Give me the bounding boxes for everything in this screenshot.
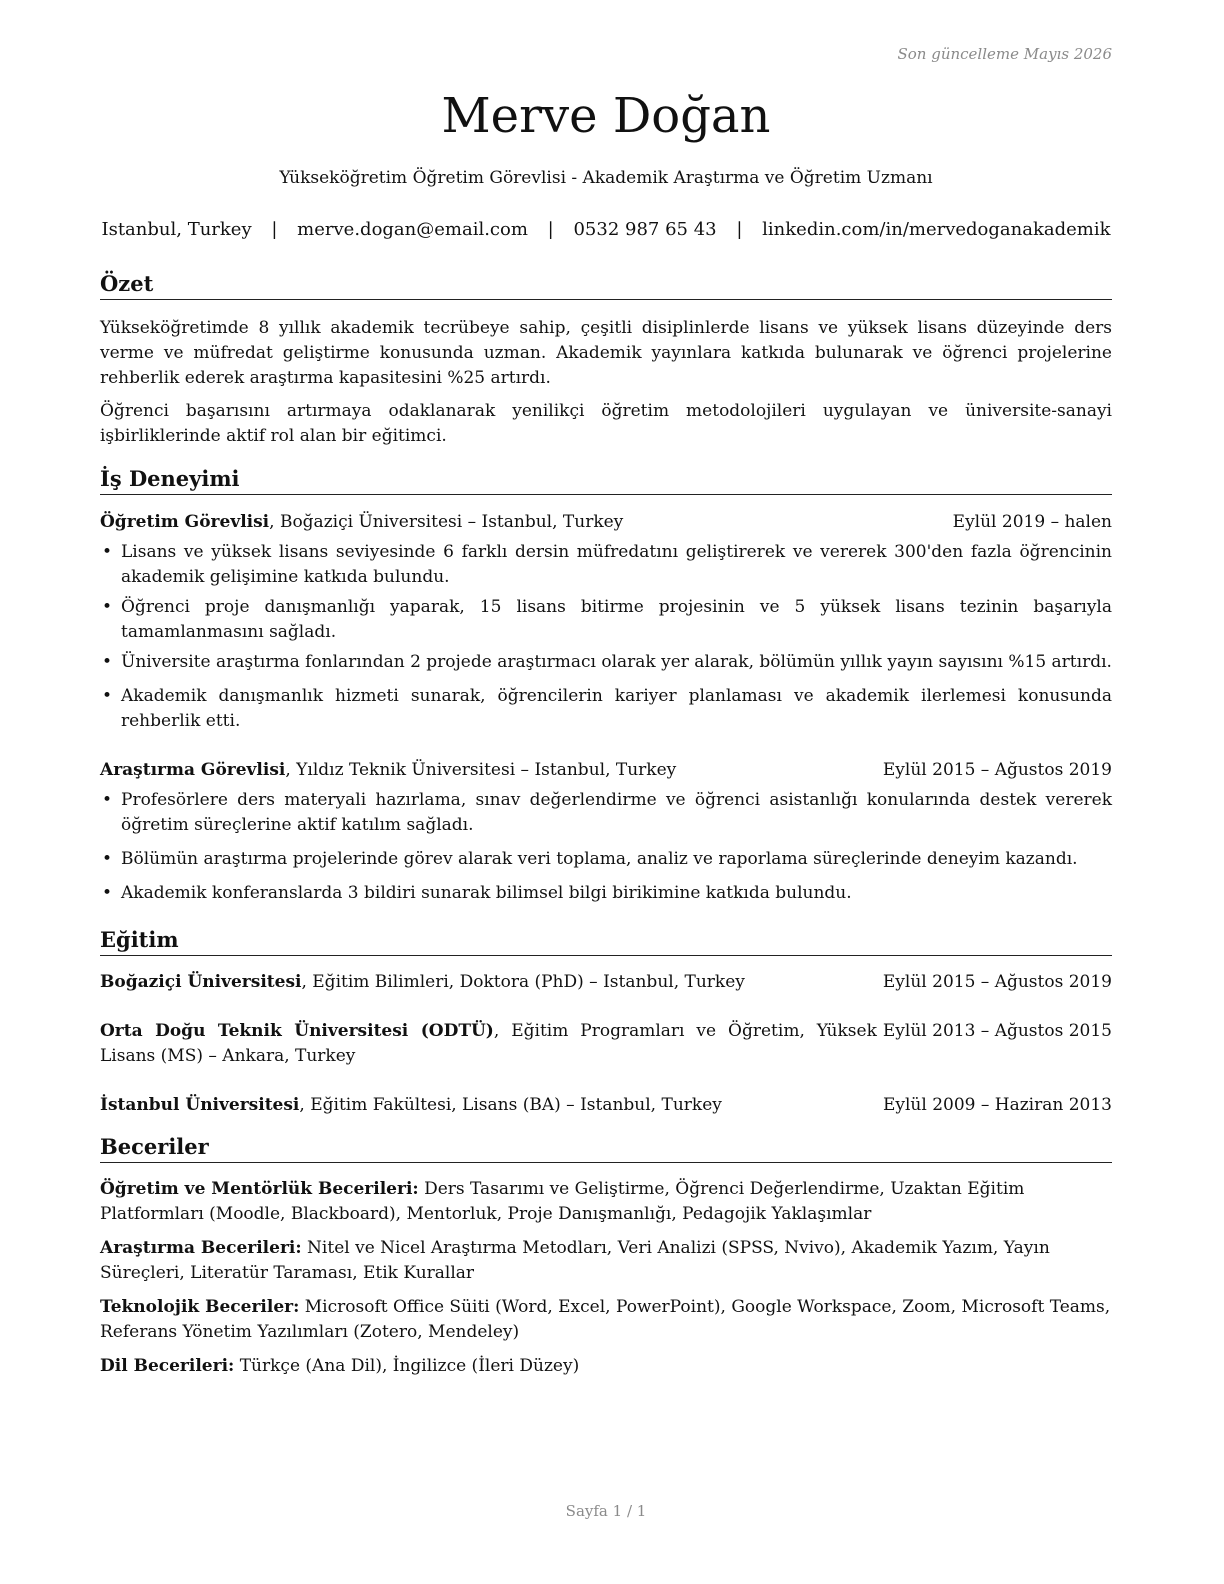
summary-paragraph: Yükseköğretimde 8 yıllık akademik tecrübeye sahip, çeşitli disiplinlerde lisans ve yüksek lisans düzeyinde ders verme ve müfredat geliştirme konusunda uzman. Akademik yayınlara katkıda bulunarak ve öğrenci projelerine rehberlik ederek araştırma kapasitesini %25 artırdı.	[100, 318, 1112, 388]
skill-group-text: Ders Tasarımı ve Geliştirme, Öğrenci Değerlendirme, Uzaktan Eğitim Platformları (Moodle, Blackboard), Mentorluk, Proje Danışmanlığı, Pedagojik Yaklaşımlar	[100, 1179, 1025, 1224]
job-bullet: • Profesörlere ders materyali hazırlama, sınav değerlendirme ve öğrenci asistanlığı konularında destek vererek öğretim süreçlerine aktif katılım sağladı.	[100, 788, 1112, 838]
skill-group	[100, 1177, 1112, 1227]
education-school: Boğaziçi Üniversitesi	[100, 972, 302, 992]
job-date: Eylül 2015 – Ağustos 2019	[882, 760, 1112, 780]
job-role: Öğretim Görevlisi	[100, 512, 270, 532]
contact-line	[100, 219, 1112, 240]
education-date: Eylül 2015 – Ağustos 2019	[882, 972, 1112, 992]
person-name: Merve Doğan	[441, 88, 771, 144]
skill-group	[100, 1354, 1112, 1379]
job-entry	[100, 758, 1112, 906]
job-header	[100, 758, 1112, 783]
skill-group-text: Nitel ve Nicel Araştırma Metodları, Veri Analizi (SPSS, Nvivo), Akademik Yazım, Yayın Süreçleri, Literatür Taraması, Etik Kurallar	[100, 1238, 1050, 1283]
job-bullet: • Üniversite araştırma fonlarından 2 projede araştırmacı olarak yer alarak, bölümün yıllık yayın sayısını %15 artırdı.	[100, 650, 1112, 675]
education-section	[100, 926, 1112, 1118]
education-detail: , Eğitim Programları ve Öğretim, Yüksek Lisans (MS) – Ankara, Turkey	[100, 1021, 877, 1066]
job-bullet: • Akademik konferanslarda 3 bildiri sunarak bilimsel bilgi birikimine katkıda bulundu.	[100, 881, 1112, 906]
education-date: Eylül 2009 – Haziran 2013	[882, 1095, 1112, 1115]
skill-group	[100, 1236, 1112, 1286]
education-date: Eylül 2013 – Ağustos 2015	[882, 1021, 1112, 1041]
experience-section	[100, 465, 1112, 906]
contact-separator: |	[271, 219, 278, 240]
job-bullet: • Akademik danışmanlık hizmeti sunarak, öğrencilerin kariyer planlaması ve akademik ilerlemesi konusunda rehberlik etti.	[100, 684, 1112, 734]
skill-group-label: Dil Becerileri:	[100, 1356, 235, 1376]
contact-location: Istanbul, Turkey	[101, 219, 252, 240]
page-number: Sayfa 1 / 1	[565, 1502, 647, 1520]
skill-group-text: Türkçe (Ana Dil), İngilizce (İleri Düzey)	[234, 1356, 580, 1376]
last-updated-note: Son güncelleme Mayıs 2026	[897, 45, 1112, 63]
section-title-summary: Özet	[100, 270, 1112, 300]
education-detail: , Eğitim Bilimleri, Doktora (PhD) – Istanbul, Turkey	[301, 972, 745, 992]
job-date: Eylül 2019 – halen	[952, 512, 1112, 532]
job-subtitle: Yükseköğretim Öğretim Görevlisi - Akademik Araştırma ve Öğretim Uzmanı	[279, 168, 933, 188]
section-title-experience: İş Deneyimi	[100, 465, 1112, 495]
skill-group	[100, 1295, 1112, 1345]
section-title-skills: Beceriler	[100, 1133, 1112, 1163]
skill-group-text: Microsoft Office Süiti (Word, Excel, PowerPoint), Google Workspace, Zoom, Microsoft Teams, Referans Yönetim Yazılımları (Zotero, Mendeley)	[100, 1297, 1111, 1342]
job-bullet: • Bölümün araştırma projelerinde görev alarak veri toplama, analiz ve raporlama süreçlerinde deneyim kazandı.	[100, 847, 1112, 872]
job-header	[100, 510, 1112, 535]
education-school: Orta Doğu Teknik Üniversitesi (ODTÜ)	[100, 1021, 494, 1041]
job-bullet: • Öğrenci proje danışmanlığı yaparak, 15 lisans bitirme projesinin ve 5 yüksek lisans tezinin başarıyla tamamlanmasını sağladı.	[100, 595, 1112, 645]
contact-separator: |	[736, 219, 743, 240]
job-bullets	[100, 540, 1112, 734]
job-bullet: • Lisans ve yüksek lisans seviyesinde 6 farklı dersin müfredatını geliştirerek ve vererek 300'den fazla öğrencinin akademik gelişimine katkıda bulundu.	[100, 540, 1112, 590]
job-role: Araştırma Görevlisi	[100, 760, 286, 780]
resume-body	[100, 270, 1112, 1379]
job-entry	[100, 510, 1112, 734]
contact-email-link[interactable]: merve.dogan@email.com	[297, 219, 528, 240]
education-detail: , Eğitim Fakültesi, Lisans (BA) – Istanbul, Turkey	[299, 1095, 722, 1115]
education-entry	[100, 1019, 1112, 1069]
skill-group-label: Öğretim ve Mentörlük Becerileri:	[100, 1179, 419, 1199]
contact-linkedin-link[interactable]: linkedin.com/in/mervedoganakademik	[762, 219, 1111, 240]
education-entry	[100, 1093, 1112, 1118]
job-organization: , Yıldız Teknik Üniversitesi – Istanbul, Turkey	[285, 760, 677, 780]
summary-paragraph: Öğrenci başarısını artırmaya odaklanarak yenilikçi öğretim metodolojileri uygulayan ve üniversite-sanayi işbirliklerinde aktif rol alan bir eğitimci.	[100, 401, 1112, 446]
education-school: İstanbul Üniversitesi	[100, 1095, 300, 1115]
education-entry	[100, 970, 1112, 995]
skill-group-label: Teknolojik Beceriler:	[100, 1297, 300, 1317]
summary-section	[100, 270, 1112, 449]
job-bullets	[100, 788, 1112, 906]
section-title-education: Eğitim	[100, 926, 1112, 956]
skills-section	[100, 1133, 1112, 1379]
contact-phone: 0532 987 65 43	[573, 219, 717, 240]
job-organization: , Boğaziçi Üniversitesi – Istanbul, Turkey	[269, 512, 624, 532]
resume-page	[100, 0, 1112, 1584]
skill-group-label: Araştırma Becerileri:	[100, 1238, 302, 1258]
contact-separator: |	[547, 219, 554, 240]
